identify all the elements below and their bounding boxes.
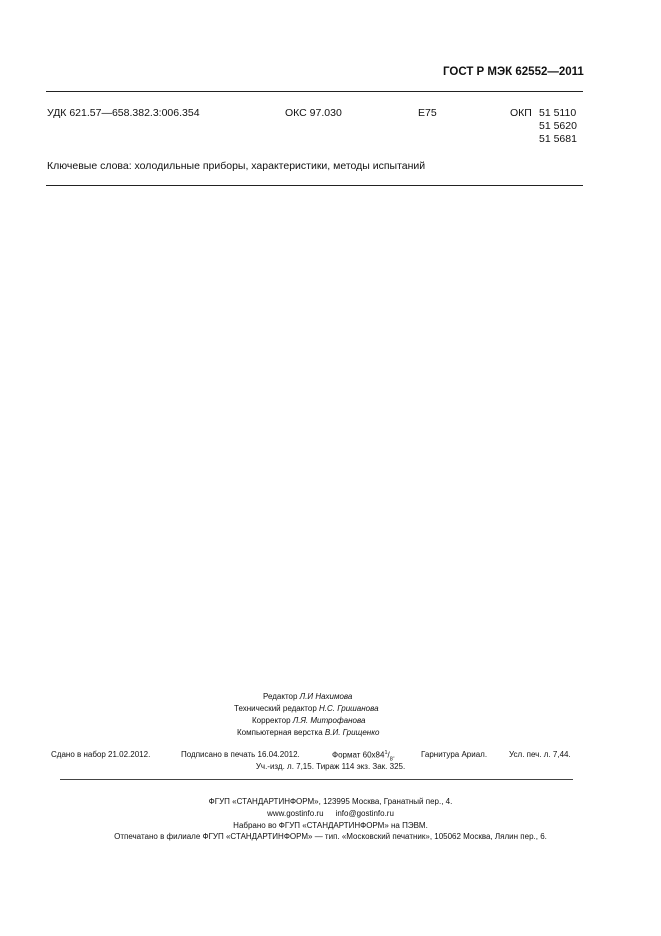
printed-note: Отпечатано в филиале ФГУП «СТАНДАРТИНФОРМ» — тип. «Московский печатник», 105062 Москва, Лялин пер., 6. [114, 832, 547, 841]
layout-name: В.И. Грищенко [324, 728, 380, 737]
footer-divider [60, 779, 573, 780]
editor-name: Л.И Нахимова [299, 692, 353, 701]
paper-format: Формат $60х84^1/_8$. [332, 750, 396, 763]
top-divider [46, 91, 583, 92]
tech-editor-name: Н.С. Гришанова [319, 704, 379, 713]
publisher-site: www.gostinfo.ru [267, 809, 324, 818]
publisher-address: ФГУП «СТАНДАРТИНФОРМ», 123995 Москва, Гранатный пер., 4. [208, 797, 453, 806]
publisher-email: info@gostinfo.ru [335, 809, 394, 818]
okp-code: 51 5681 [539, 133, 577, 145]
editor-label: Редактор [263, 692, 298, 701]
typeset-note: Набрано во ФГУП «СТАНДАРТИНФОРМ» на ПЭВМ. [233, 821, 428, 830]
okp-code: 51 5620 [539, 120, 577, 132]
typeface: Гарнитура Ариал. [421, 750, 488, 759]
layout-credit [237, 728, 379, 737]
format-numerator: 1 [384, 750, 388, 756]
corrector-credit [252, 716, 365, 725]
e-code: Е75 [418, 107, 437, 119]
oks-code: ОКС 97.030 [285, 107, 342, 119]
keywords-divider [46, 185, 583, 186]
corrector-label: Корректор [252, 716, 291, 725]
format-denominator: 8 [389, 756, 393, 763]
standard-id: ГОСТ Р МЭК 62552—2011 [443, 66, 584, 78]
tech-editor-credit [234, 704, 379, 713]
cond-sheets: Усл. печ. л. 7,44. [509, 750, 571, 759]
corrector-name: Л.Я. Митрофанова [292, 716, 366, 725]
sent-date: Сдано в набор 21.02.2012. [51, 750, 151, 759]
editor-credit [263, 692, 352, 701]
udk-code: УДК 621.57—658.382.3:006.354 [47, 107, 200, 119]
format-text: Формат 60х84 [332, 750, 385, 760]
okp-label: ОКП [510, 107, 532, 119]
signed-date: Подписано в печать 16.04.2012. [181, 750, 300, 759]
keywords: Ключевые слова: холодильные приборы, характеристики, методы испытаний [47, 160, 426, 172]
tech-editor-label: Технический редактор [234, 704, 317, 713]
print-line-2: Уч.-изд. л. 7,15. Тираж 114 экз. Зак. 325. [255, 762, 406, 771]
publisher-contacts [0, 809, 661, 818]
layout-label: Компьютерная верстка [237, 728, 323, 737]
okp-code: 51 5110 [539, 107, 577, 119]
